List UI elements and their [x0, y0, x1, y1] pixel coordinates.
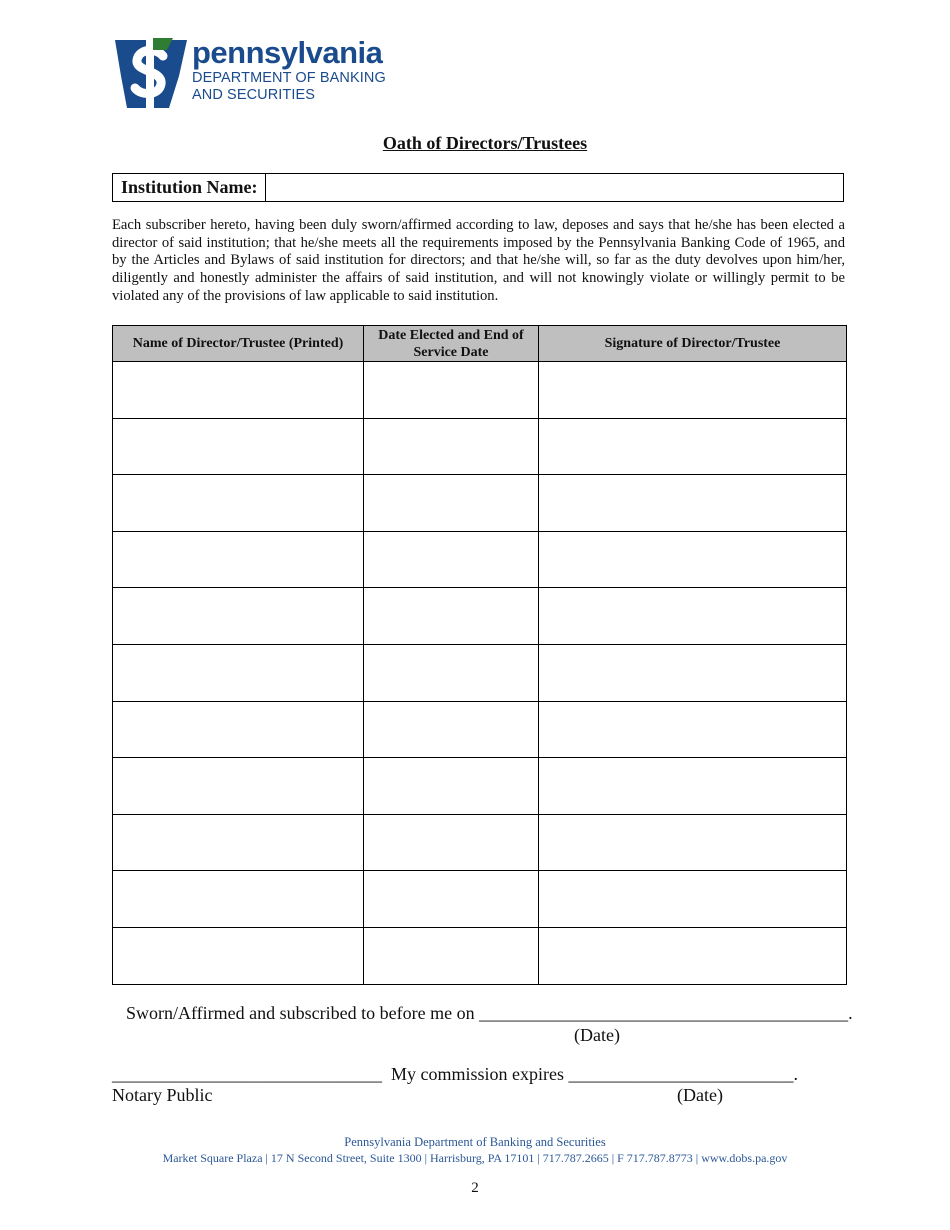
date-cell[interactable] [364, 531, 539, 588]
signature-cell[interactable] [539, 871, 847, 928]
signature-cell[interactable] [539, 531, 847, 588]
keystone-dollar-icon [113, 36, 189, 110]
table-row [113, 531, 847, 588]
signature-cell[interactable] [539, 418, 847, 475]
department-logo [113, 36, 403, 110]
signature-cell[interactable] [539, 362, 847, 419]
table-row [113, 701, 847, 758]
oath-paragraph: Each subscriber hereto, having been duly sworn/affirmed according to law, deposes and says that he/she has been elected a director of said institution; that he/she meets all the requirements imposed by the Pennsylvania Banking Code of 1965, and by the Articles and Bylaws of said institution for directors; and that he/she will, so far as the duty devolves upon him/her, diligently and honestly administer the affairs of said institution, and will not knowingly violate or willingly permit to be violated any of the provisions of law applicable to said institution. [112, 217, 845, 304]
name-cell[interactable] [113, 644, 364, 701]
page-number: 2 [471, 1180, 479, 1196]
date-cell[interactable] [364, 701, 539, 758]
table-row [113, 418, 847, 475]
signature-cell[interactable] [539, 758, 847, 815]
footer-address: Market Square Plaza | 17 N Second Street, Suite 1300 | Harrisburg, PA 17101 | 717.787.2665 | F 717.787.8773 | www.dobs.pa.gov [162, 1151, 788, 1165]
date-cell[interactable] [364, 475, 539, 532]
form-title: Oath of Directors/Trustees [382, 133, 588, 153]
signature-cell[interactable] [539, 588, 847, 645]
table-row [113, 758, 847, 815]
date-cell[interactable] [364, 418, 539, 475]
notary-public-label: Notary Public [112, 1085, 213, 1105]
name-cell[interactable] [113, 362, 364, 419]
name-cell[interactable] [113, 927, 364, 984]
sworn-date-label: (Date) [574, 1025, 620, 1045]
date-cell[interactable] [364, 644, 539, 701]
sworn-line: Sworn/Affirmed and subscribed to before me on _________________________________________. [126, 1003, 853, 1023]
logo-wordmark: pennsylvania [192, 35, 383, 70]
institution-name-label: Institution Name: [113, 174, 266, 201]
logo-subtitle-line2: AND SECURITIES [192, 87, 316, 103]
signature-cell[interactable] [539, 814, 847, 871]
signature-cell[interactable] [539, 927, 847, 984]
name-cell[interactable] [113, 418, 364, 475]
table-row [113, 362, 847, 419]
footer-department-name: Pennsylvania Department of Banking and Securities [344, 1135, 606, 1149]
date-cell[interactable] [364, 588, 539, 645]
table-header-row [113, 326, 847, 362]
table-row [113, 588, 847, 645]
name-cell[interactable] [113, 758, 364, 815]
table-row [113, 814, 847, 871]
institution-name-row [112, 173, 844, 202]
institution-name-field[interactable] [266, 174, 843, 201]
date-cell[interactable] [364, 927, 539, 984]
signature-cell[interactable] [539, 701, 847, 758]
date-cell[interactable] [364, 871, 539, 928]
commission-line: ______________________________ My commission expires _________________________. [112, 1064, 798, 1084]
directors-table-body [113, 362, 847, 985]
name-cell[interactable] [113, 588, 364, 645]
name-cell[interactable] [113, 475, 364, 532]
name-cell[interactable] [113, 871, 364, 928]
name-cell[interactable] [113, 701, 364, 758]
logo-subtitle-line1: DEPARTMENT OF BANKING [192, 70, 386, 86]
column-header-signature: Signature of Director/Trustee [539, 326, 847, 362]
name-cell[interactable] [113, 814, 364, 871]
date-cell[interactable] [364, 814, 539, 871]
directors-table [112, 325, 847, 985]
commission-date-label: (Date) [677, 1085, 723, 1105]
table-row [113, 475, 847, 532]
signature-cell[interactable] [539, 644, 847, 701]
signature-cell[interactable] [539, 475, 847, 532]
table-row [113, 927, 847, 984]
date-cell[interactable] [364, 758, 539, 815]
table-row [113, 871, 847, 928]
column-header-name: Name of Director/Trustee (Printed) [113, 326, 364, 362]
date-cell[interactable] [364, 362, 539, 419]
table-row [113, 644, 847, 701]
name-cell[interactable] [113, 531, 364, 588]
column-header-date: Date Elected and End of Service Date [364, 326, 539, 362]
